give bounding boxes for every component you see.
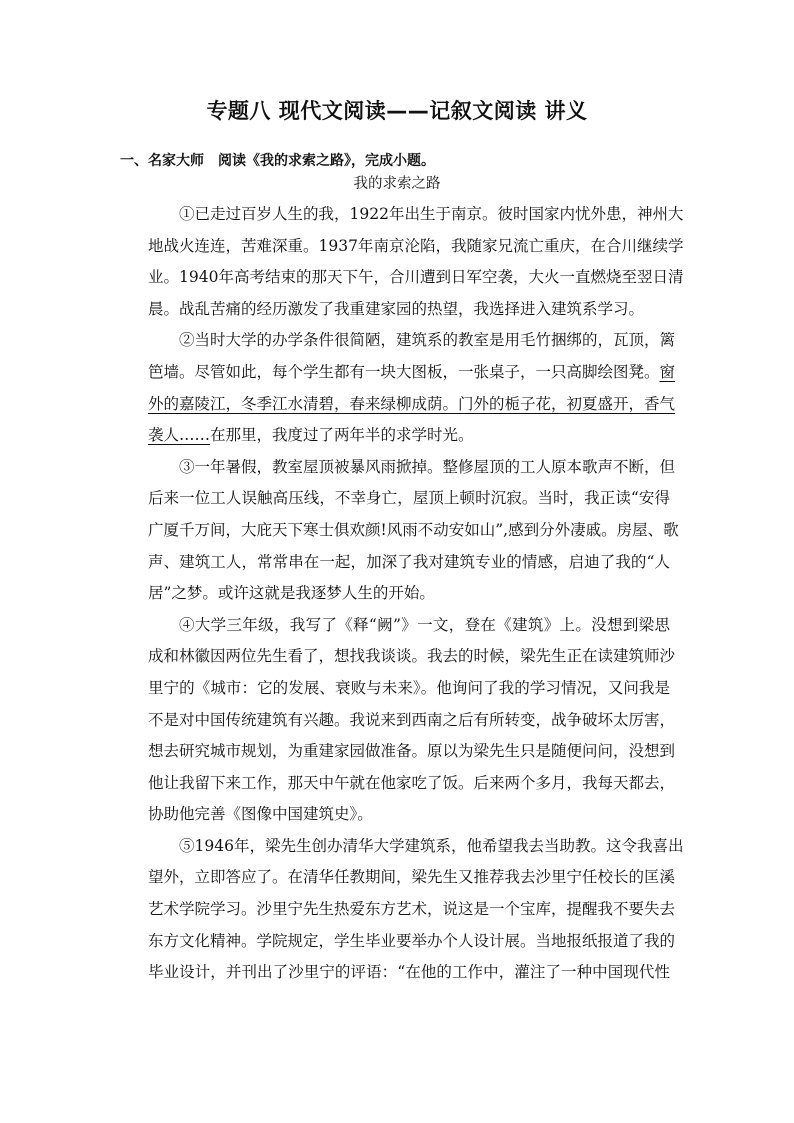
text-span: 毕业设计，并刊出了沙里宁的评语：“在他的工作中，灌注了一种中国现代性 <box>148 963 670 982</box>
article-line <box>148 641 676 673</box>
text-span: ②当时大学的办学条件很简陋，建筑系的教室是用毛竹捆绑的，瓦顶，篱 <box>179 331 676 350</box>
text-span: 东方文化精神。学院规定，学生毕业要举办个人设计展。当地报纸报道了我的 <box>148 931 676 950</box>
article-line <box>148 294 670 326</box>
article-line <box>148 231 684 263</box>
text-span: 地战火连连，苦难深重。1937年南京沦陷，我随家兄流亡重庆，在合川继续学 <box>148 236 684 255</box>
text-span: ⑤1946年，梁先生创办清华大学建筑系，他希望我去当助教。这令我喜出 <box>179 836 684 855</box>
text-span: 居”之梦。或许这就是我逐梦人生的开始。 <box>148 584 435 603</box>
article-line <box>148 705 676 737</box>
article-line <box>148 483 670 515</box>
article-line <box>148 957 670 989</box>
article-line <box>148 610 670 642</box>
text-span: 他让我留下来工作，那天中午就在他家吃了饭。后来两个多月，我每天都去， <box>148 773 676 792</box>
section-instruction: 阅读《我的求索之路》，完成小题。 <box>218 153 435 169</box>
article-line <box>148 199 684 231</box>
text-span: 业。1940年高考结束的那天下午，合川遭到日军空袭，大火一直燃烧至翌日清 <box>148 268 684 287</box>
underlined-text: 袭人…… <box>148 426 211 445</box>
article-line <box>148 262 684 294</box>
article-line <box>148 673 670 705</box>
text-span: 协助他完善《图像中国建筑史》。 <box>148 805 373 824</box>
section-heading <box>120 150 435 172</box>
article-line <box>148 578 670 610</box>
text-span: 广厦千万间，大庇天下寒士俱欢颜!风雨不动安如山”,感到分外凄戚。房屋、歌 <box>148 520 679 539</box>
text-span: 在那里，我度过了两年半的求学时光。 <box>210 426 474 445</box>
text-span: 想去研究城市规划，为重建家园做准备。原以为梁先生只是随便问问，没想到 <box>148 742 676 761</box>
article-body <box>148 199 684 989</box>
text-span: 不是对中国传统建筑有兴趣。我说来到西南之后有所转变，战争破坏太厉害， <box>148 710 676 729</box>
article-line <box>148 420 670 452</box>
section-label: 一、名家大师 <box>120 153 204 169</box>
article-line <box>148 768 676 800</box>
article-line <box>148 389 676 421</box>
article-line <box>148 452 676 484</box>
article-line <box>148 862 676 894</box>
text-span: 笆墙。尽管如此，每个学生都有一块大图板，一张桌子，一只高脚绘图凳。 <box>148 362 660 381</box>
article-title: 我的求索之路 <box>353 176 441 192</box>
article-line <box>148 547 670 579</box>
article-line <box>148 357 676 389</box>
article-line <box>148 325 676 357</box>
text-span: 后来一位工人误触高压线，不幸身亡，屋顶上顿时沉寂。当时，我正读“安得 <box>148 489 670 508</box>
text-span: ①已走过百岁人生的我，1922年出生于南京。彼时国家内忧外患，神州大 <box>179 205 684 223</box>
text-span: 艺术学院学习。沙里宁先生热爱东方艺术，说这是一个宝库，提醒我不要失去 <box>148 900 676 919</box>
text-span: ④大学三年级，我写了《释“阙”》一文，登在《建筑》上。没想到梁思 <box>179 615 670 634</box>
text-span: 里宁的《城市：它的发展、衰败与未来》。他询问了我的学习情况，又问我是 <box>148 678 670 697</box>
article-line <box>148 831 684 863</box>
article-line <box>148 799 670 831</box>
article-line <box>148 894 676 926</box>
text-span: 晨。战乱苦痛的经历激发了我重建家园的热望，我选择进入建筑系学习。 <box>148 299 645 318</box>
underlined-text: 外的嘉陵江，冬季江水清碧，春来绿柳成荫。门外的栀子花，初夏盛开，香气 <box>148 394 676 413</box>
underlined-text: 窗 <box>659 362 676 381</box>
article-line <box>148 926 676 958</box>
text-span: 声、建筑工人，常常串在一起，加深了我对建筑专业的情感，启迪了我的“人 <box>148 552 670 571</box>
document-title: 专题八 现代文阅读——记叙文阅读 讲义 <box>206 99 588 123</box>
article-line <box>148 736 676 768</box>
text-span: ③一年暑假，教室屋顶被暴风雨掀掉。整修屋顶的工人原本歌声不断，但 <box>179 457 676 476</box>
text-span: 望外，立即答应了。在清华任教期间，梁先生又推荐我去沙里宁任校长的匡溪 <box>148 868 676 887</box>
article-line <box>148 515 679 547</box>
text-span: 成和林徽因两位先生看了，想找我谈谈。我去的时候，梁先生正在读建筑师沙 <box>148 647 676 666</box>
